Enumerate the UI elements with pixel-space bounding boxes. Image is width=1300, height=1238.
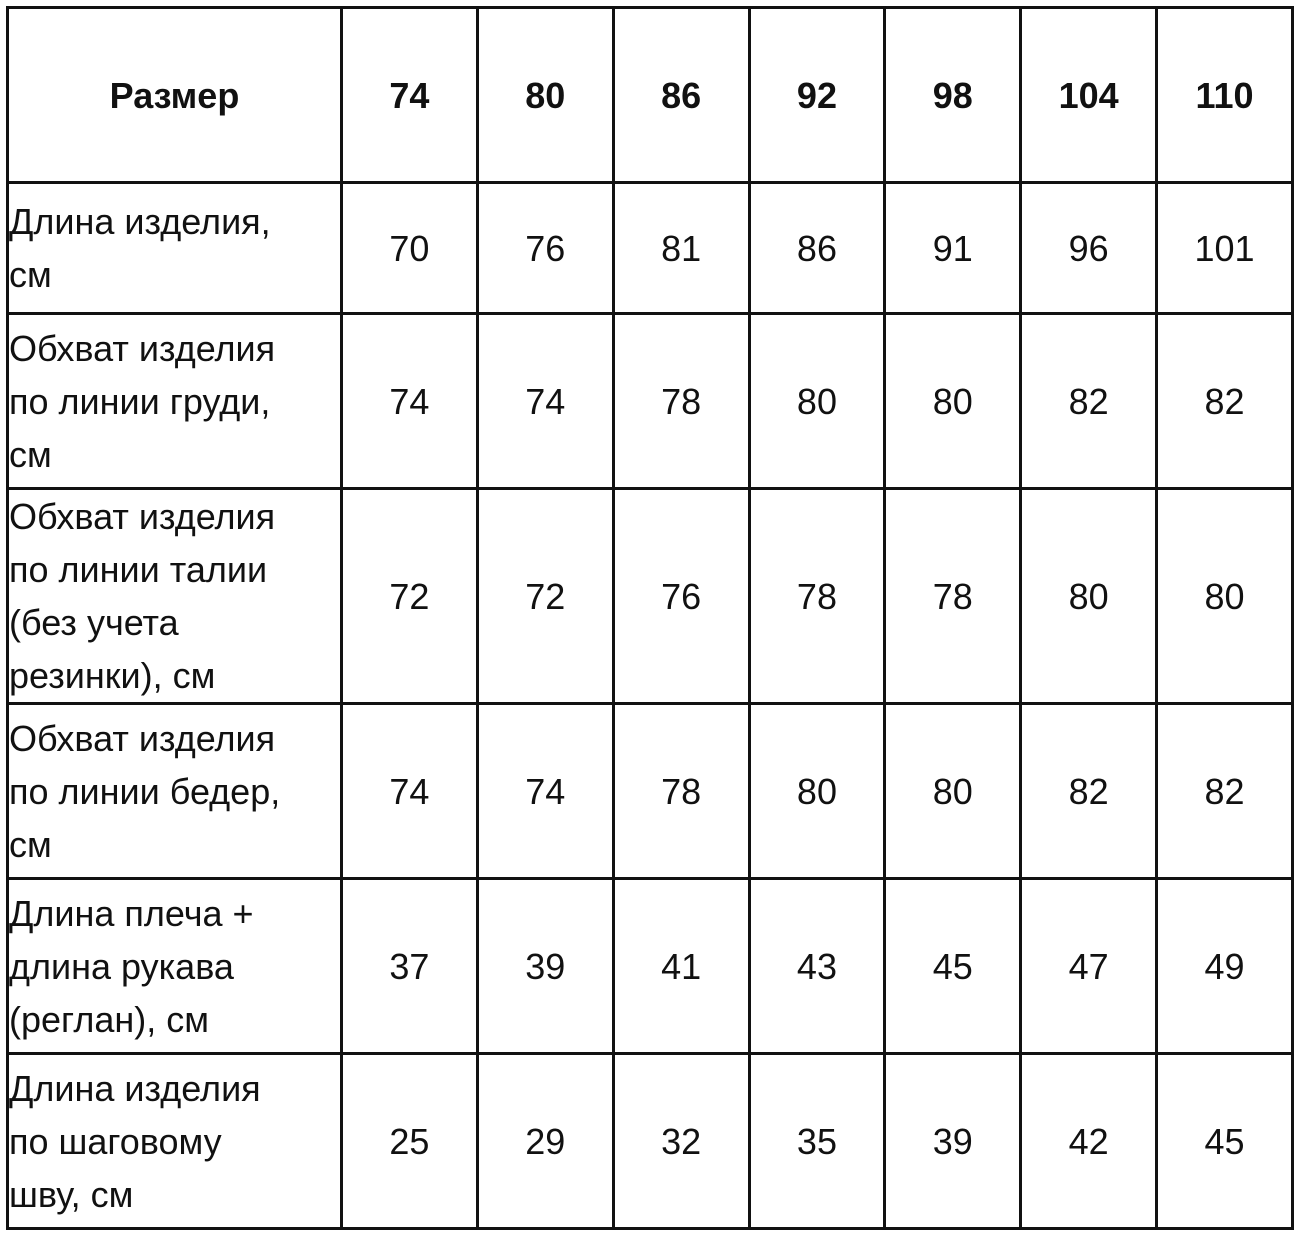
row-label-cell: Длина изделия по шаговому шву, см — [8, 1054, 342, 1229]
table-row — [8, 314, 1293, 489]
value-cell: 45 — [1157, 1054, 1293, 1229]
table-row — [8, 704, 1293, 879]
header-size-cell: 80 — [477, 8, 613, 183]
value-cell: 80 — [1157, 489, 1293, 704]
value-cell: 82 — [1021, 704, 1157, 879]
header-size-cell: 74 — [342, 8, 478, 183]
value-cell: 70 — [342, 183, 478, 314]
value-cell: 91 — [885, 183, 1021, 314]
header-size-cell: 86 — [613, 8, 749, 183]
row-label-cell: Обхват изделия по линии талии (без учета резинки), см — [8, 489, 342, 704]
table-row — [8, 183, 1293, 314]
value-cell: 32 — [613, 1054, 749, 1229]
value-cell: 42 — [1021, 1054, 1157, 1229]
value-cell: 80 — [749, 314, 885, 489]
value-cell: 74 — [477, 314, 613, 489]
header-size-cell: 104 — [1021, 8, 1157, 183]
header-label-cell: Размер — [8, 8, 342, 183]
value-cell: 76 — [477, 183, 613, 314]
value-cell: 43 — [749, 879, 885, 1054]
value-cell: 82 — [1157, 314, 1293, 489]
size-chart-table — [6, 6, 1294, 1230]
table-row — [8, 1054, 1293, 1229]
value-cell: 37 — [342, 879, 478, 1054]
value-cell: 41 — [613, 879, 749, 1054]
value-cell: 82 — [1157, 704, 1293, 879]
value-cell: 29 — [477, 1054, 613, 1229]
value-cell: 72 — [342, 489, 478, 704]
value-cell: 49 — [1157, 879, 1293, 1054]
value-cell: 80 — [749, 704, 885, 879]
value-cell: 72 — [477, 489, 613, 704]
value-cell: 78 — [613, 704, 749, 879]
value-cell: 86 — [749, 183, 885, 314]
row-label-cell: Длина изделия, см — [8, 183, 342, 314]
value-cell: 39 — [477, 879, 613, 1054]
header-size-cell: 98 — [885, 8, 1021, 183]
value-cell: 45 — [885, 879, 1021, 1054]
value-cell: 78 — [749, 489, 885, 704]
value-cell: 80 — [885, 314, 1021, 489]
value-cell: 80 — [1021, 489, 1157, 704]
value-cell: 81 — [613, 183, 749, 314]
row-label-cell: Обхват изделия по линии бедер, см — [8, 704, 342, 879]
value-cell: 47 — [1021, 879, 1157, 1054]
value-cell: 76 — [613, 489, 749, 704]
row-label-cell: Обхват изделия по линии груди, см — [8, 314, 342, 489]
value-cell: 74 — [477, 704, 613, 879]
table-header-row — [8, 8, 1293, 183]
header-size-cell: 110 — [1157, 8, 1293, 183]
value-cell: 74 — [342, 704, 478, 879]
value-cell: 78 — [885, 489, 1021, 704]
value-cell: 101 — [1157, 183, 1293, 314]
value-cell: 74 — [342, 314, 478, 489]
value-cell: 25 — [342, 1054, 478, 1229]
value-cell: 78 — [613, 314, 749, 489]
value-cell: 39 — [885, 1054, 1021, 1229]
row-label-cell: Длина плеча + длина рукава (реглан), см — [8, 879, 342, 1054]
value-cell: 96 — [1021, 183, 1157, 314]
table-row — [8, 879, 1293, 1054]
header-size-cell: 92 — [749, 8, 885, 183]
value-cell: 82 — [1021, 314, 1157, 489]
value-cell: 80 — [885, 704, 1021, 879]
value-cell: 35 — [749, 1054, 885, 1229]
table-row — [8, 489, 1293, 704]
